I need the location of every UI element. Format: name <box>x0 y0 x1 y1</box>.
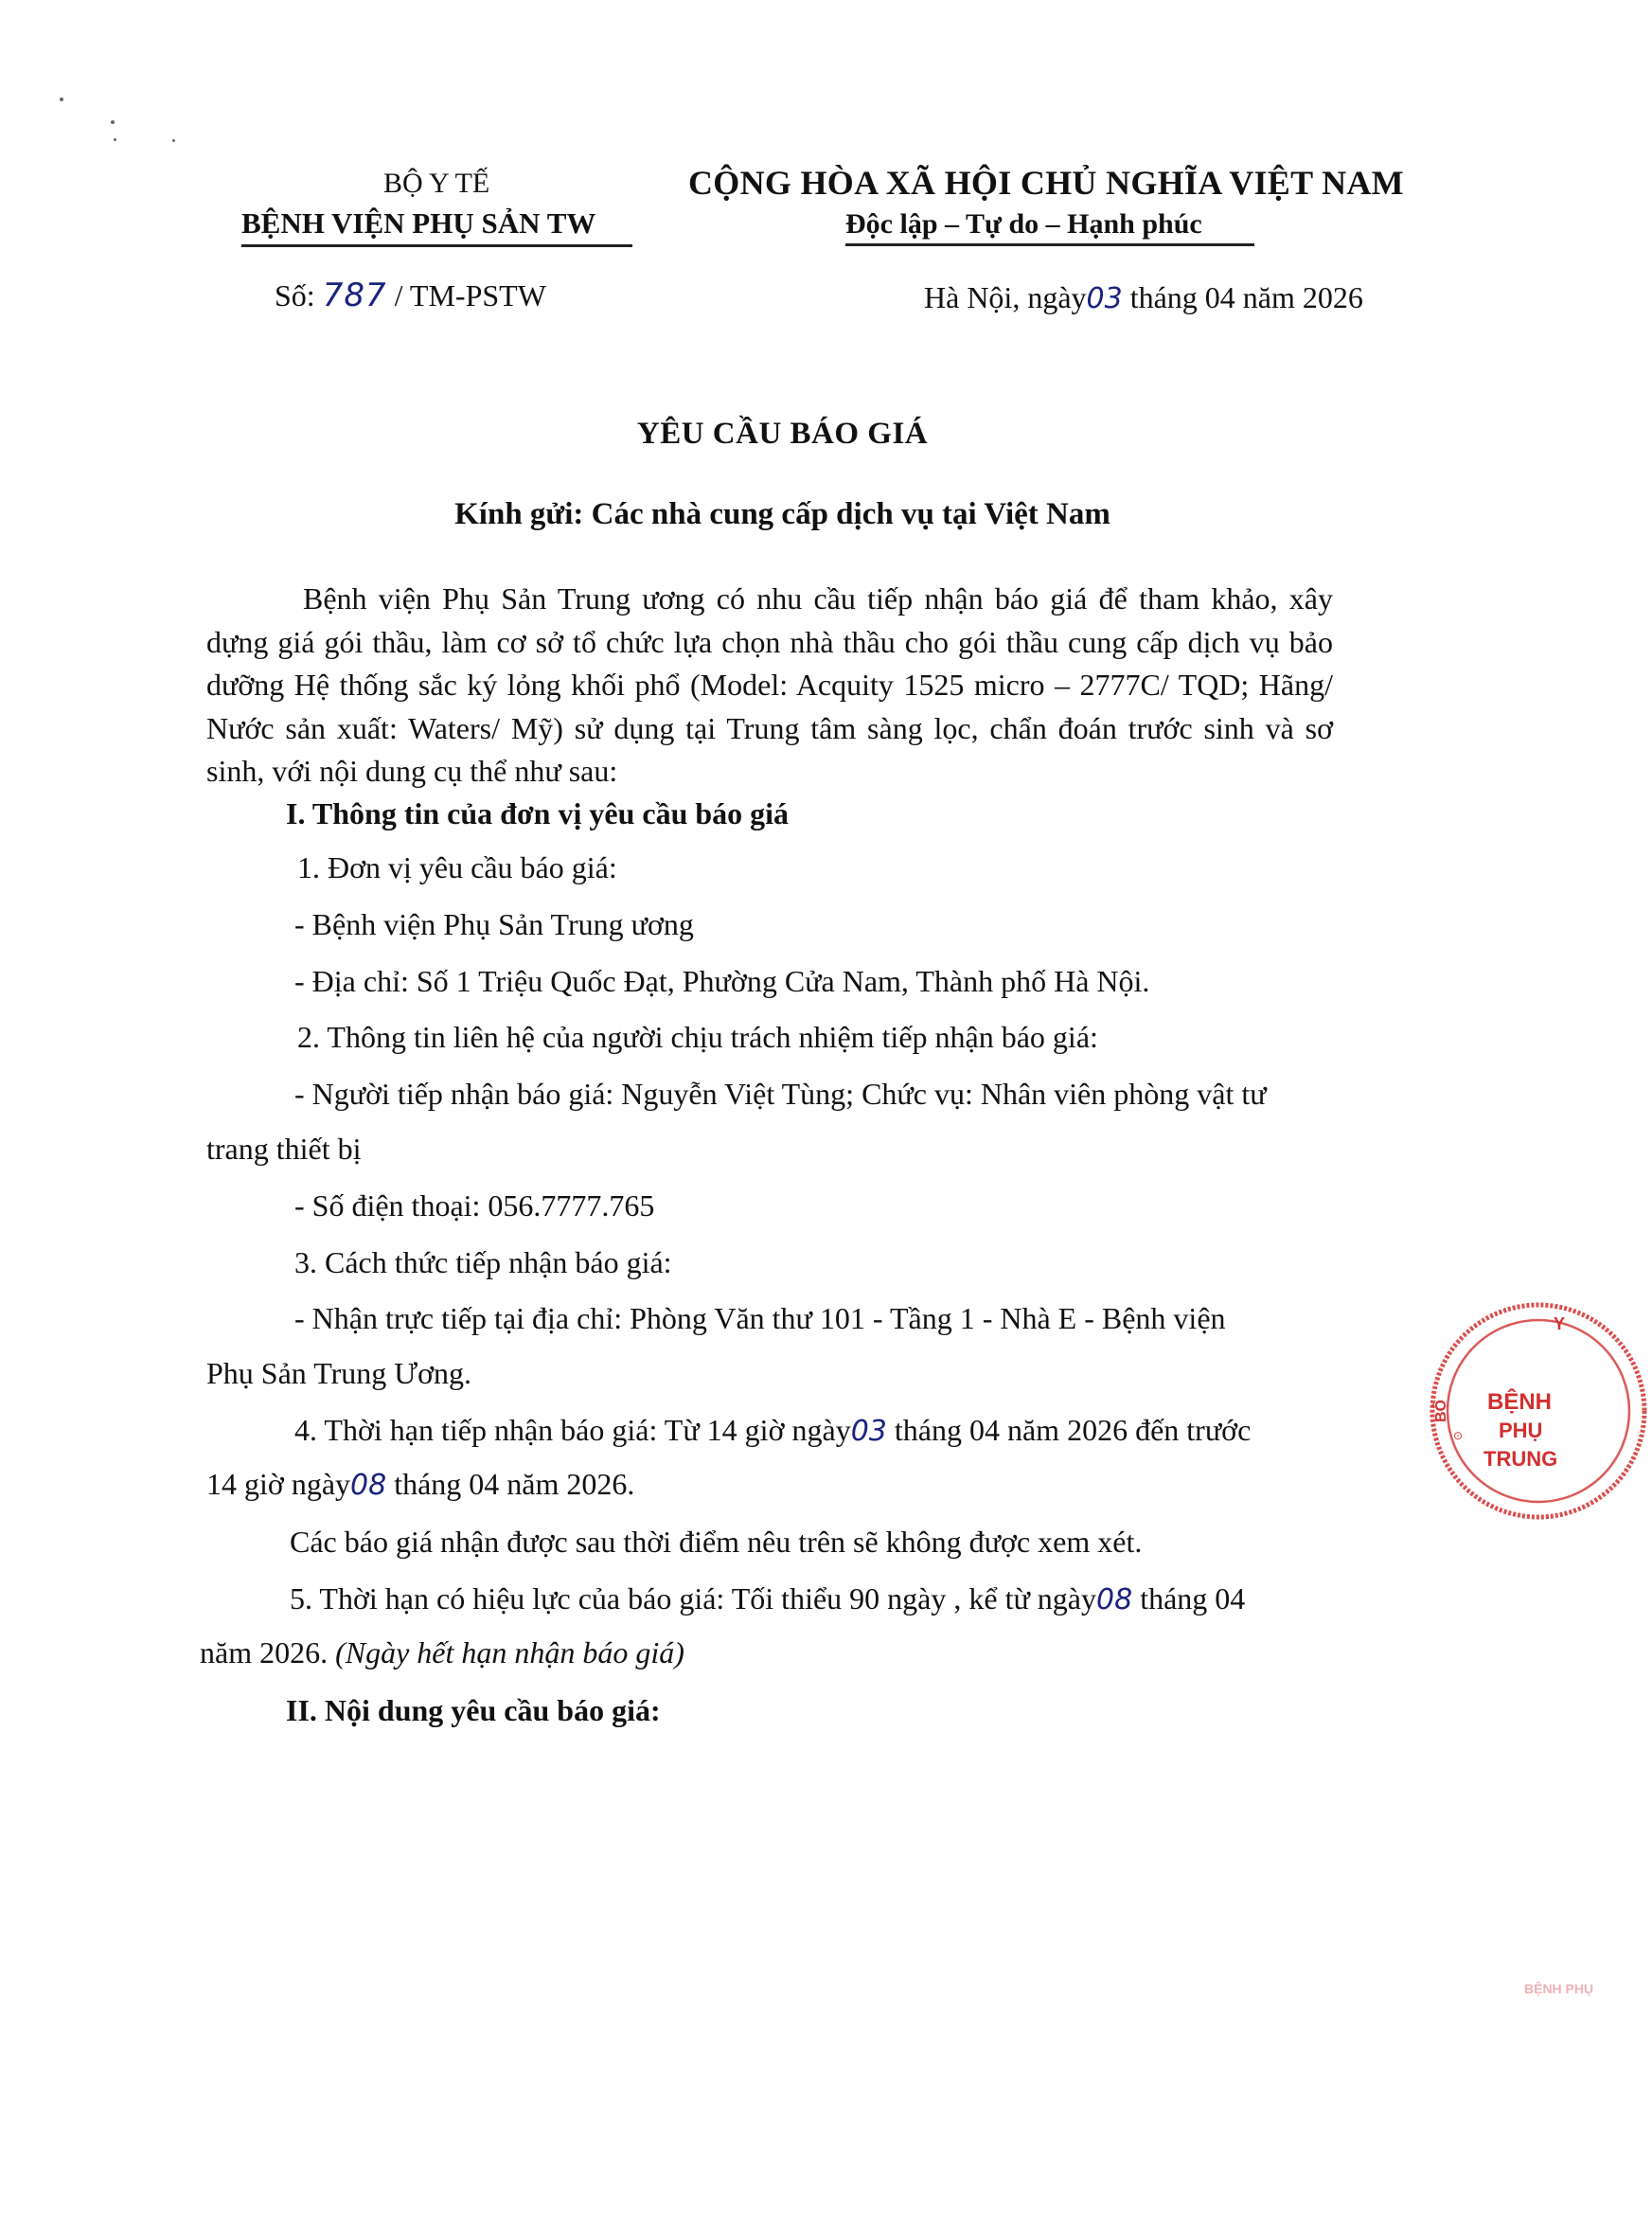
issue-date <box>924 280 1363 315</box>
stamp-small-mark: ⊙ <box>1453 1429 1464 1442</box>
document-number-prefix: Số: <box>275 278 315 312</box>
date-prefix: Hà Nội, ngày <box>924 280 1087 314</box>
item-5-line2-text: năm 2026. <box>200 1635 329 1669</box>
item-4-mid: tháng 04 năm 2026 đến trước <box>894 1413 1252 1447</box>
item-5-line1 <box>290 1581 1245 1616</box>
scan-speck <box>111 120 115 124</box>
item-4-line1 <box>294 1413 1251 1448</box>
faint-stamp-bleed <box>1522 1955 1594 2069</box>
document-number <box>275 277 546 314</box>
item-5-prefix: 5. Thời hạn có hiệu lực của báo giá: Tối thiểu 90 ngày , kể từ ngày <box>290 1581 1096 1616</box>
item-2-phone: - Số điện thoại: 056.7777.765 <box>294 1188 655 1223</box>
item-4-line2-suffix: tháng 04 năm 2026. <box>394 1467 635 1501</box>
scan-speck <box>60 98 63 101</box>
ministry-name: BỘ Y TẾ <box>383 168 490 199</box>
item-5-line2 <box>200 1635 684 1670</box>
stamp-side-text: BỘ <box>1433 1400 1449 1422</box>
section-2-heading: II. Nội dung yêu cầu báo giá: <box>286 1693 661 1727</box>
hospital-stamp <box>1425 1297 1652 1525</box>
item-4-day1-handwritten: 03 <box>850 1415 887 1448</box>
document-number-handwritten: 787 <box>322 277 387 314</box>
item-2-person-line2: trang thiết bị <box>206 1132 362 1166</box>
item-2-label: 2. Thông tin liên hệ của người chịu trách nhiệm tiếp nhận báo giá: <box>297 1020 1098 1054</box>
document-number-suffix: / TM-PSTW <box>394 278 546 312</box>
faint-stamp-text: BỆNH PHỤ <box>1524 1981 1594 1996</box>
date-day-handwritten: 03 <box>1086 282 1123 315</box>
item-4-prefix: 4. Thời hạn tiếp nhận báo giá: Từ 14 giờ ngày <box>294 1413 851 1447</box>
item-3-label: 3. Cách thức tiếp nhận báo giá: <box>294 1245 672 1279</box>
item-4-line2-prefix: 14 giờ ngày <box>206 1467 351 1501</box>
item-1-name: - Bệnh viện Phụ Sản Trung ương <box>294 907 694 941</box>
item-4-line2 <box>206 1467 634 1502</box>
item-3-line1: - Nhận trực tiếp tại địa chỉ: Phòng Văn thư 101 - Tầng 1 - Nhà E - Bệnh viện <box>294 1301 1226 1335</box>
stamp-text-line3: TRUNG <box>1483 1447 1558 1471</box>
late-submission-note: Các báo giá nhận được sau thời điểm nêu trên sẽ không được xem xét. <box>290 1525 1143 1559</box>
intro-paragraph: Bệnh viện Phụ Sản Trung ương có nhu cầu tiếp nhận báo giá để tham khảo, xây dựng giá gói thầu, làm cơ sở tổ chức lựa chọn nhà thầu cho gói thầu cung cấp dịch vụ bảo dưỡng Hệ thống sắc ký lỏng khối phổ (Model: Acquity 1525 micro – 2777C/ TQD; Hãng/ Nước sản xuất: Waters/ Mỹ) sử dụng tại Trung tâm sàng lọc, chẩn đoán trước sinh và sơ sinh, với nội dung cụ thể như sau: <box>206 581 1333 788</box>
document-title: YÊU CẦU BÁO GIÁ <box>636 417 929 451</box>
stamp-text-line1: BỆNH <box>1487 1389 1553 1415</box>
item-4-day2-handwritten: 08 <box>350 1469 387 1502</box>
stamp-text-line2: PHỤ <box>1499 1419 1543 1442</box>
scan-speck <box>172 139 175 142</box>
scan-speck <box>114 138 116 141</box>
item-1-label: 1. Đơn vị yêu cầu báo giá: <box>297 850 617 884</box>
date-suffix: tháng 04 năm 2026 <box>1129 280 1363 314</box>
item-2-person-line1: - Người tiếp nhận báo giá: Nguyễn Việt Tùng; Chức vụ: Nhân viên phòng vật tư <box>294 1077 1267 1111</box>
hospital-underline <box>241 244 632 247</box>
republic-name: CỘNG HÒA XÃ HỘI CHỦ NGHĨA VIỆT NAM <box>688 164 1404 202</box>
item-5-day-handwritten: 08 <box>1096 1583 1133 1616</box>
item-3-line2: Phụ Sản Trung Ương. <box>206 1356 472 1390</box>
motto-underline <box>845 243 1254 246</box>
item-5-suffix: tháng 04 <box>1140 1581 1246 1616</box>
item-5-line2-italic: (Ngày hết hạn nhận báo giá) <box>335 1635 684 1669</box>
section-1-heading: I. Thông tin của đơn vị yêu cầu báo giá <box>286 796 790 830</box>
national-motto: Độc lập – Tự do – Hạnh phúc <box>845 208 1202 240</box>
recipient-line: Kính gửi: Các nhà cung cấp dịch vụ tại Việt Nam <box>454 497 1110 531</box>
stamp-top-letter: Y <box>1554 1314 1566 1333</box>
item-1-address: - Địa chỉ: Số 1 Triệu Quốc Đạt, Phường Cửa Nam, Thành phố Hà Nội. <box>294 964 1150 998</box>
hospital-name: BỆNH VIỆN PHỤ SẢN TW <box>241 206 596 240</box>
